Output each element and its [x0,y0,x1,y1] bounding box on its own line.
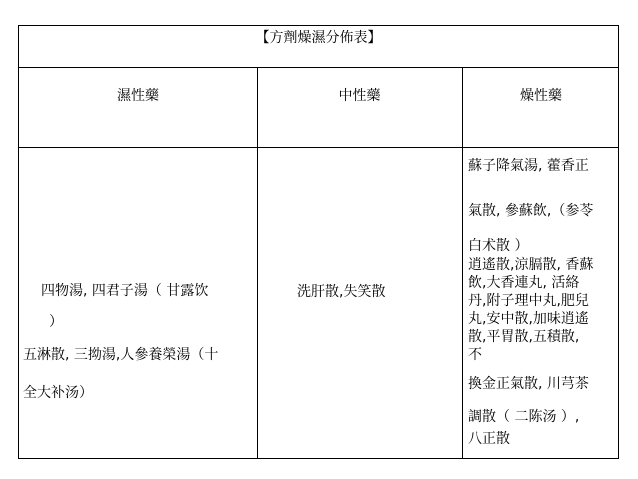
dry-line: 散,平胃散,五積散, [468,329,580,345]
dry-line: 丹,附子理中丸,肥兒 [468,293,589,309]
dry-line: 蘇子降氣湯, 藿香正 [468,158,589,174]
wet-line: 五淋散, 三拗湯,人參養榮湯（十 [23,347,219,363]
header-wet: 濕性藥 [117,88,159,104]
dry-line: 調散（ 二陈汤 ）, [468,409,580,425]
dry-line: 飲,大香連丸, 活絡 [468,275,580,291]
title-divider [19,67,618,68]
header-neutral: 中性藥 [338,88,381,104]
dry-line: 白术散 ） [468,238,529,254]
dry-line: 不 [468,347,482,363]
dry-line: 逍遙散,涼膈散, 香蘇 [468,257,594,273]
wet-line: 四物湯, 四君子湯（ 甘露饮 [41,283,209,299]
column-divider-2 [462,67,463,459]
header-dry: 燥性藥 [520,88,562,104]
header-divider [19,147,618,148]
wet-line: 全大补汤） [23,385,93,401]
dry-line: 換金正氣散, 川芎茶 [468,376,589,392]
dry-line: 八正散 [468,431,510,447]
formula-dryness-wetness-table [18,25,619,459]
wet-line: ） [49,314,63,330]
dry-line: 氣散, 參蘇飲,（参苓 [468,203,594,219]
dry-line: 丸,安中散,加味逍遙 [468,311,589,327]
table-title: 【方劑燥濕分佈表】 [255,30,382,46]
column-divider-1 [257,67,258,459]
cell-neutral: 洗肝散,失笑散 [297,284,386,300]
